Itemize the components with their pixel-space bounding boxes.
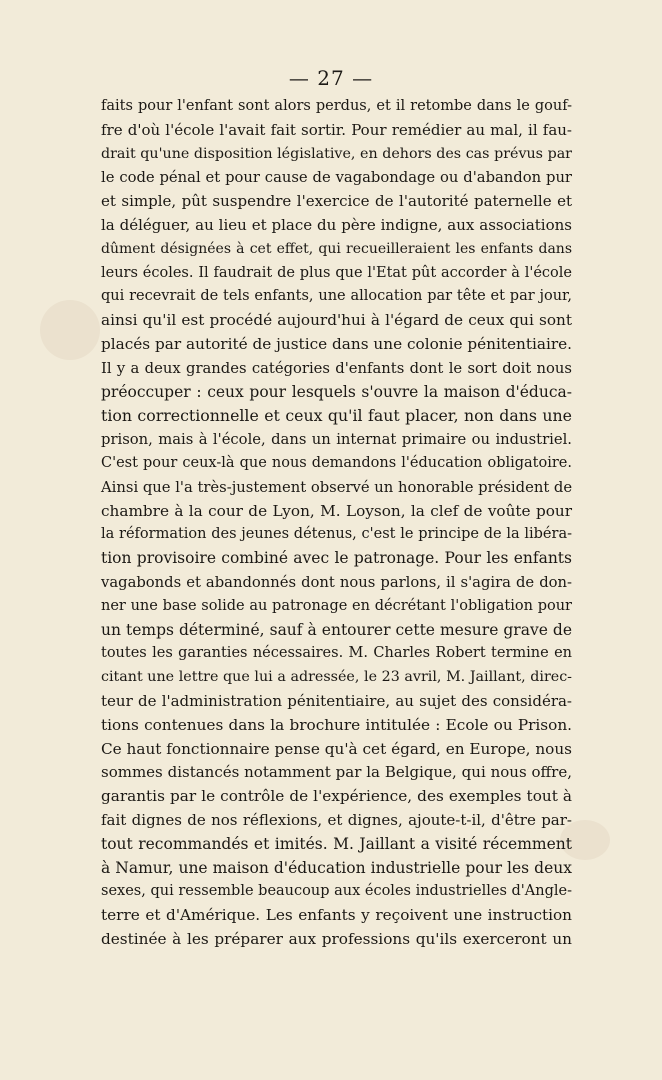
paper-stain bbox=[40, 300, 100, 360]
text-line: chambre à la cour de Lyon, M. Loyson, la clef de voûte pour bbox=[101, 501, 572, 520]
text-line: citant une lettre que lui a adressée, le 23 avril, M. Jaillant, direc- bbox=[101, 669, 572, 686]
text-line: Ainsi que l'a très-justement observé un honorable président de bbox=[101, 478, 573, 496]
text-line: drait qu'une disposition législative, en dehors des cas prévus par bbox=[101, 145, 572, 162]
text-line: qui recevrait de tels enfants, une allocation par tête et par jour, bbox=[101, 288, 572, 305]
text-line: destinée à les préparer aux professions qu'ils exerceront un bbox=[101, 929, 572, 948]
text-line: prison, mais à l'école, dans un internat primaire ou industriel. bbox=[101, 431, 572, 449]
text-line: Il y a deux grandes catégories d'enfants dont le sort doit nous bbox=[101, 359, 572, 377]
text-line: sommes distancés notamment par la Belgique, qui nous offre, bbox=[101, 763, 572, 782]
text-line: placés par autorité de justice dans une colonie pénitentiaire. bbox=[101, 334, 572, 353]
text-line: tout recommandés et imités. M. Jaillant a visité récemment bbox=[101, 834, 572, 853]
text-line: garantis par le contrôle de l'expérience, des exemples tout à bbox=[101, 787, 572, 806]
text-line: fait dignes de nos réflexions, et dignes, ajoute-t-il, d'être par- bbox=[101, 810, 572, 829]
text-line: et simple, pût suspendre l'exercice de l'autorité paternelle et bbox=[101, 192, 572, 211]
text-line: tions contenues dans la brochure intitulée : Ecole ou Prison. bbox=[101, 715, 572, 734]
text-line: sexes, qui ressemble beaucoup aux écoles industrielles d'Angle- bbox=[101, 883, 572, 900]
text-line: fre d'où l'école l'avait fait sortir. Pour remédier au mal, il fau- bbox=[101, 120, 572, 139]
text-line: ainsi qu'il est procédé aujourd'hui à l'égard de ceux qui sont bbox=[101, 311, 572, 330]
text-line: la déléguer, au lieu et place du père indigne, aux associations bbox=[101, 215, 572, 234]
text-line: préoccuper : ceux pour lesquels s'ouvre la maison d'éduca- bbox=[101, 382, 572, 401]
text-line: C'est pour ceux-là que nous demandons l'éducation obligatoire. bbox=[101, 454, 572, 471]
text-line: toutes les garanties nécessaires. M. Charles Robert termine en bbox=[101, 645, 572, 662]
body-text bbox=[101, 95, 572, 952]
text-line: la réformation des jeunes détenus, c'est le principe de la libéra- bbox=[101, 526, 572, 543]
text-line: tion provisoire combiné avec le patronage. Pour les enfants bbox=[101, 549, 572, 568]
text-line: terre et d'Amérique. Les enfants y reçoivent une instruction bbox=[101, 906, 572, 925]
text-line: Ce haut fonctionnaire pense qu'à cet égard, en Europe, nous bbox=[101, 739, 572, 758]
text-line: faits pour l'enfant sont alors perdus, et il retombe dans le gouf- bbox=[101, 98, 572, 114]
text-line: un temps déterminé, sauf à entourer cette mesure grave de bbox=[101, 620, 572, 639]
text-line: leurs écoles. Il faudrait de plus que l'Etat pût accorder à l'école bbox=[101, 264, 572, 281]
page-number: — 27 — bbox=[288, 66, 374, 90]
text-line: le code pénal et pour cause de vagabondage ou d'abandon pur bbox=[101, 169, 572, 187]
text-line: vagabonds et abandonnés dont nous parlons, il s'agira de don- bbox=[101, 573, 572, 591]
text-line: dûment désignées à cet effet, qui recueilleraient les enfants dans bbox=[101, 240, 572, 257]
text-line: ner une base solide au patronage en décrétant l'obligation pour bbox=[101, 597, 572, 614]
text-line: teur de l'administration pénitentiaire, au sujet des considéra- bbox=[101, 691, 572, 710]
text-line: tion correctionnelle et ceux qu'il faut placer, non dans une bbox=[101, 406, 572, 426]
text-line: à Namur, une maison d'éducation industrielle pour les deux bbox=[101, 858, 572, 877]
